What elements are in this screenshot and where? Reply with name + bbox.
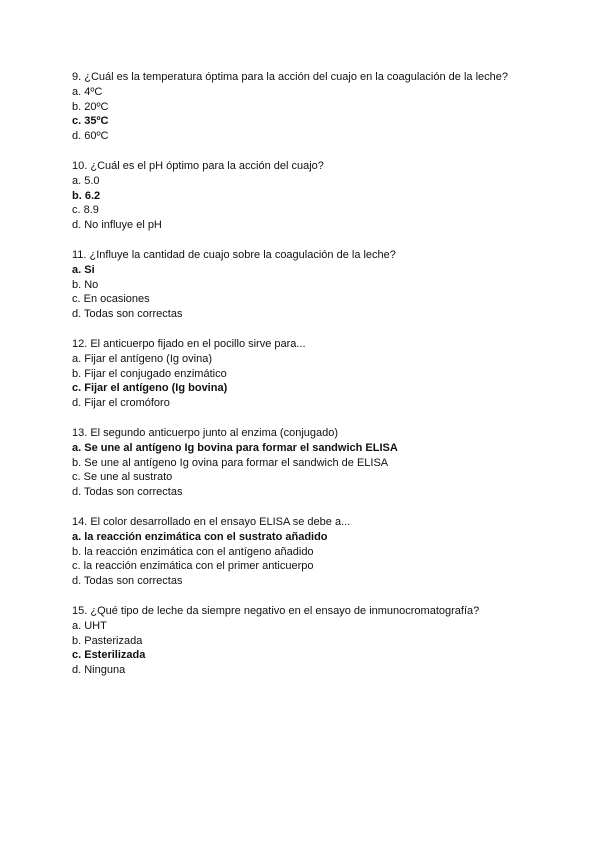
option-a-correct: a. la reacción enzimática con el sustrato añadido [72, 530, 328, 543]
question-text: 11. ¿Influye la cantidad de cuajo sobre la coagulación de la leche? [72, 248, 396, 261]
option-b-correct: b. 6.2 [72, 189, 101, 202]
option-a-correct: a. Se une al antígeno Ig bovina para formar el sandwich ELISA [72, 441, 398, 454]
option-a: a. 4ºC [72, 85, 103, 98]
option-d: d. Fijar el cromóforo [72, 397, 170, 410]
option-a: a. Fijar el antígeno (Ig ovina) [72, 352, 213, 365]
question-text: 15. ¿Qué tipo de leche da siempre negativo en el ensayo de inmunocromatografía? [72, 604, 480, 617]
question-text: 14. El color desarrollado en el ensayo ELISA se debe a... [72, 515, 351, 528]
question-9 [72, 70, 542, 144]
option-c-correct: c. Esterilizada [72, 649, 146, 662]
option-b: b. 20ºC [72, 100, 109, 113]
option-b: b. la reacción enzimática con el antígeno añadido [72, 545, 314, 558]
option-d: d. Todas son correctas [72, 575, 183, 588]
question-text: 13. El segundo anticuerpo junto al enzima (conjugado) [72, 426, 339, 439]
option-b: b. Fijar el conjugado enzimático [72, 367, 227, 380]
question-11 [72, 248, 542, 322]
question-10 [72, 159, 542, 233]
option-d: d. Todas son correctas [72, 486, 183, 499]
option-b: b. No [72, 278, 99, 291]
quiz-page [72, 70, 542, 693]
option-a: a. UHT [72, 619, 107, 632]
question-text: 9. ¿Cuál es la temperatura óptima para la acción del cuajo en la coagulación de la leche? [72, 71, 508, 83]
option-b: b. Se une al antígeno Ig ovina para formar el sandwich de ELISA [72, 456, 389, 469]
question-13 [72, 426, 542, 500]
option-d: d. Ninguna [72, 664, 126, 677]
option-c-correct: c. 35ºC [72, 115, 109, 128]
option-d: d. 60ºC [72, 130, 109, 143]
option-c-correct: c. Fijar el antígeno (Ig bovina) [72, 382, 228, 395]
option-a-correct: a. Si [72, 263, 95, 276]
option-d: d. No influye el pH [72, 219, 162, 232]
option-c: c. Se une al sustrato [72, 471, 173, 484]
option-c: c. la reacción enzimática con el primer anticuerpo [72, 560, 314, 573]
question-text: 12. El anticuerpo fijado en el pocillo sirve para... [72, 337, 306, 350]
option-b: b. Pasterizada [72, 634, 143, 647]
option-a: a. 5.0 [72, 174, 100, 187]
question-14 [72, 515, 542, 589]
option-c: c. En ocasiones [72, 293, 150, 306]
option-c: c. 8.9 [72, 204, 99, 217]
option-d: d. Todas son correctas [72, 308, 183, 321]
question-text: 10. ¿Cuál es el pH óptimo para la acción del cuajo? [72, 159, 324, 172]
question-15 [72, 604, 542, 678]
question-12 [72, 337, 542, 411]
